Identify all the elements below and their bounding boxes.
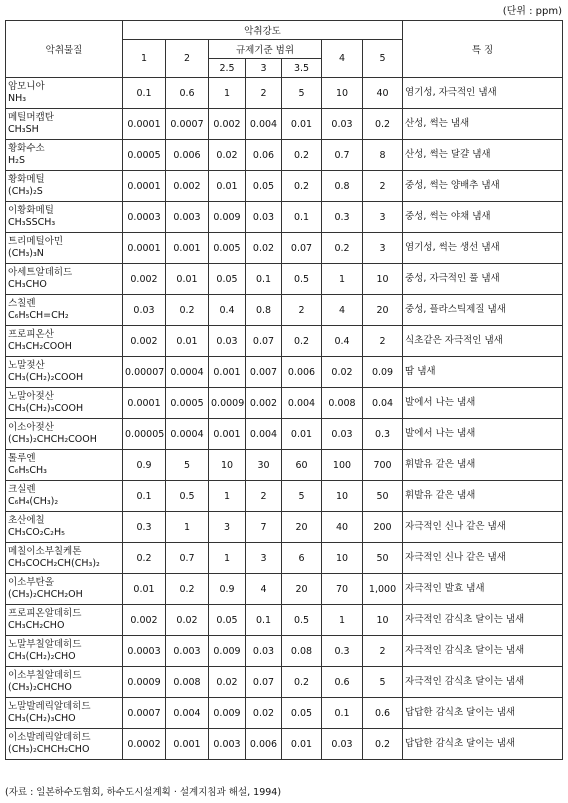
intensity-value: 0.03 bbox=[123, 295, 166, 326]
substance-formula: CH₃CH₂COOH bbox=[8, 341, 72, 352]
substance-formula: (CH₃)₃N bbox=[8, 248, 44, 259]
substance-cell bbox=[6, 729, 123, 760]
substance-name: 노말발레릭알데히드 bbox=[8, 701, 91, 712]
intensity-value: 3 bbox=[363, 233, 403, 264]
intensity-value: 0.3 bbox=[322, 202, 363, 233]
intensity-value: 5 bbox=[282, 78, 322, 109]
intensity-value: 0.02 bbox=[209, 140, 246, 171]
substance-formula: (CH₃)₂CHCHO bbox=[8, 682, 72, 693]
intensity-value: 1 bbox=[322, 605, 363, 636]
intensity-value: 0.07 bbox=[282, 233, 322, 264]
source-note: (자료 : 일본하수도협회, 하수도시설계획 · 설계지침과 해설, 1994) bbox=[5, 787, 282, 798]
substance-name: 프로피온산 bbox=[8, 329, 54, 340]
feature-cell: 염기성, 자극적인 냄새 bbox=[403, 78, 563, 109]
intensity-value: 7 bbox=[246, 512, 282, 543]
substance-name: 스칠렌 bbox=[8, 298, 36, 309]
intensity-value: 0.08 bbox=[282, 636, 322, 667]
intensity-value: 0.03 bbox=[246, 636, 282, 667]
substance-formula: CH₃(CH₂)₂COOH bbox=[8, 372, 84, 383]
intensity-value: 10 bbox=[322, 543, 363, 574]
intensity-value: 0.9 bbox=[209, 574, 246, 605]
intensity-value: 2 bbox=[246, 78, 282, 109]
table-row bbox=[6, 109, 563, 140]
intensity-value: 0.03 bbox=[246, 202, 282, 233]
odor-intensity-table bbox=[5, 20, 563, 760]
substance-cell bbox=[6, 698, 123, 729]
intensity-value: 0.004 bbox=[282, 388, 322, 419]
intensity-value: 1 bbox=[209, 481, 246, 512]
intensity-value: 0.8 bbox=[322, 171, 363, 202]
substance-formula: (CH₃)₂S bbox=[8, 186, 43, 197]
substance-formula: C₆H₅CH=CH₂ bbox=[8, 310, 69, 321]
table-row bbox=[6, 78, 563, 109]
substance-cell bbox=[6, 202, 123, 233]
intensity-value: 0.2 bbox=[166, 574, 209, 605]
intensity-value: 0.03 bbox=[322, 109, 363, 140]
feature-cell: 산성, 썩는 냄새 bbox=[403, 109, 563, 140]
intensity-value: 0.01 bbox=[166, 326, 209, 357]
intensity-value: 0.9 bbox=[123, 450, 166, 481]
substance-name: 황화메틸 bbox=[8, 174, 45, 185]
substance-name: 톨루엔 bbox=[8, 453, 36, 464]
intensity-value: 0.001 bbox=[166, 233, 209, 264]
feature-cell: 중성, 플라스틱제질 냄새 bbox=[403, 295, 563, 326]
intensity-value: 6 bbox=[282, 543, 322, 574]
intensity-value: 10 bbox=[363, 264, 403, 295]
intensity-value: 4 bbox=[322, 295, 363, 326]
substance-name: 이소부칠알데히드 bbox=[8, 670, 82, 681]
substance-cell bbox=[6, 481, 123, 512]
intensity-value: 0.003 bbox=[166, 202, 209, 233]
header-feature: 특 징 bbox=[403, 21, 563, 78]
intensity-value: 0.009 bbox=[209, 698, 246, 729]
intensity-value: 0.01 bbox=[123, 574, 166, 605]
feature-cell: 중성, 자극적인 풀 냄새 bbox=[403, 264, 563, 295]
intensity-value: 0.2 bbox=[363, 109, 403, 140]
table-row bbox=[6, 264, 563, 295]
intensity-value: 0.02 bbox=[166, 605, 209, 636]
intensity-value: 0.0009 bbox=[209, 388, 246, 419]
substance-name: 이소발레릭알데히드 bbox=[8, 732, 91, 743]
intensity-value: 0.6 bbox=[322, 667, 363, 698]
substance-name: 아세트알데히드 bbox=[8, 267, 73, 278]
intensity-value: 1 bbox=[322, 264, 363, 295]
substance-cell bbox=[6, 574, 123, 605]
substance-cell bbox=[6, 171, 123, 202]
intensity-value: 0.07 bbox=[246, 326, 282, 357]
intensity-value: 10 bbox=[363, 605, 403, 636]
intensity-value: 0.003 bbox=[166, 636, 209, 667]
substance-cell bbox=[6, 109, 123, 140]
intensity-value: 0.005 bbox=[209, 233, 246, 264]
intensity-value: 0.2 bbox=[282, 667, 322, 698]
substance-cell bbox=[6, 450, 123, 481]
intensity-value: 1 bbox=[166, 512, 209, 543]
intensity-value: 1,000 bbox=[363, 574, 403, 605]
substance-cell bbox=[6, 326, 123, 357]
intensity-value: 0.009 bbox=[209, 636, 246, 667]
intensity-value: 0.004 bbox=[246, 109, 282, 140]
intensity-value: 5 bbox=[363, 667, 403, 698]
table-row bbox=[6, 388, 563, 419]
table-row bbox=[6, 295, 563, 326]
table-row bbox=[6, 419, 563, 450]
intensity-value: 0.09 bbox=[363, 357, 403, 388]
header-level-5: 5 bbox=[363, 40, 403, 78]
intensity-value: 40 bbox=[363, 78, 403, 109]
intensity-value: 0.05 bbox=[209, 264, 246, 295]
intensity-value: 0.006 bbox=[166, 140, 209, 171]
substance-name: 프로피온알데히드 bbox=[8, 608, 82, 619]
intensity-value: 0.5 bbox=[282, 605, 322, 636]
intensity-value: 50 bbox=[363, 543, 403, 574]
intensity-value: 10 bbox=[322, 78, 363, 109]
header-level-1: 1 bbox=[123, 40, 166, 78]
substance-formula: CH₃SSCH₃ bbox=[8, 217, 56, 228]
intensity-value: 20 bbox=[282, 512, 322, 543]
substance-cell bbox=[6, 264, 123, 295]
table-row bbox=[6, 667, 563, 698]
intensity-value: 20 bbox=[363, 295, 403, 326]
intensity-value: 0.2 bbox=[363, 729, 403, 760]
substance-cell bbox=[6, 543, 123, 574]
header-level-2: 2 bbox=[166, 40, 209, 78]
substance-formula: (CH₃)₂CHCH₂COOH bbox=[8, 434, 97, 445]
table-row bbox=[6, 543, 563, 574]
intensity-value: 0.07 bbox=[246, 667, 282, 698]
intensity-value: 0.006 bbox=[246, 729, 282, 760]
intensity-value: 40 bbox=[322, 512, 363, 543]
intensity-value: 0.0005 bbox=[123, 140, 166, 171]
intensity-value: 0.2 bbox=[282, 171, 322, 202]
intensity-value: 0.002 bbox=[123, 264, 166, 295]
substance-cell bbox=[6, 636, 123, 667]
intensity-value: 8 bbox=[363, 140, 403, 171]
substance-name: 크실렌 bbox=[8, 484, 36, 495]
substance-name: 황화수소 bbox=[8, 143, 45, 154]
intensity-value: 2 bbox=[246, 481, 282, 512]
intensity-value: 0.0002 bbox=[123, 729, 166, 760]
intensity-value: 0.3 bbox=[363, 419, 403, 450]
intensity-value: 0.05 bbox=[282, 698, 322, 729]
intensity-value: 1 bbox=[209, 78, 246, 109]
intensity-value: 0.02 bbox=[246, 233, 282, 264]
intensity-value: 0.002 bbox=[166, 171, 209, 202]
header-intensity: 악취강도 bbox=[123, 21, 403, 40]
substance-formula: H₂S bbox=[8, 155, 25, 166]
intensity-value: 0.02 bbox=[246, 698, 282, 729]
intensity-value: 0.001 bbox=[209, 357, 246, 388]
intensity-value: 0.7 bbox=[166, 543, 209, 574]
intensity-value: 0.002 bbox=[123, 326, 166, 357]
feature-cell: 휘발유 같은 냄새 bbox=[403, 450, 563, 481]
feature-cell: 자극적인 신나 같은 냄새 bbox=[403, 512, 563, 543]
header-level-3: 3 bbox=[246, 59, 282, 78]
substance-name: 노말아젖산 bbox=[8, 391, 54, 402]
intensity-value: 0.008 bbox=[322, 388, 363, 419]
intensity-value: 0.5 bbox=[282, 264, 322, 295]
substance-formula: CH₃CH₂CHO bbox=[8, 620, 65, 631]
intensity-value: 0.2 bbox=[166, 295, 209, 326]
intensity-value: 0.03 bbox=[322, 419, 363, 450]
table-row bbox=[6, 605, 563, 636]
intensity-value: 200 bbox=[363, 512, 403, 543]
substance-cell bbox=[6, 78, 123, 109]
feature-cell: 발에서 나는 냄새 bbox=[403, 419, 563, 450]
intensity-value: 0.01 bbox=[282, 729, 322, 760]
intensity-value: 30 bbox=[246, 450, 282, 481]
intensity-value: 0.03 bbox=[209, 326, 246, 357]
substance-cell bbox=[6, 295, 123, 326]
substance-formula: C₆H₅CH₃ bbox=[8, 465, 47, 476]
intensity-value: 0.05 bbox=[209, 605, 246, 636]
substance-formula: (CH₃)₂CHCH₂CHO bbox=[8, 744, 90, 755]
feature-cell: 염기성, 썩는 생선 냄새 bbox=[403, 233, 563, 264]
intensity-value: 0.004 bbox=[166, 698, 209, 729]
substance-name: 메칠이소부칠케톤 bbox=[8, 546, 82, 557]
intensity-value: 0.0004 bbox=[166, 419, 209, 450]
intensity-value: 0.00005 bbox=[123, 419, 166, 450]
intensity-value: 60 bbox=[282, 450, 322, 481]
intensity-value: 100 bbox=[322, 450, 363, 481]
substance-name: 트리메틸아민 bbox=[8, 236, 64, 247]
substance-cell bbox=[6, 388, 123, 419]
intensity-value: 50 bbox=[363, 481, 403, 512]
substance-cell bbox=[6, 419, 123, 450]
intensity-value: 0.5 bbox=[166, 481, 209, 512]
intensity-value: 0.007 bbox=[246, 357, 282, 388]
substance-formula: CH₃SH bbox=[8, 124, 39, 135]
substance-cell bbox=[6, 605, 123, 636]
intensity-value: 0.002 bbox=[209, 109, 246, 140]
intensity-value: 0.06 bbox=[246, 140, 282, 171]
table-row bbox=[6, 574, 563, 605]
intensity-value: 2 bbox=[363, 326, 403, 357]
intensity-value: 0.1 bbox=[282, 202, 322, 233]
intensity-value: 0.004 bbox=[246, 419, 282, 450]
header-substance: 악취물질 bbox=[6, 21, 123, 78]
intensity-value: 3 bbox=[246, 543, 282, 574]
intensity-value: 0.0009 bbox=[123, 667, 166, 698]
intensity-value: 0.0001 bbox=[123, 388, 166, 419]
intensity-value: 0.001 bbox=[209, 419, 246, 450]
substance-name: 노말부칠알데히드 bbox=[8, 639, 82, 650]
substance-formula: C₆H₄(CH₃)₂ bbox=[8, 496, 59, 507]
substance-formula: CH₃(CH₂)₃CHO bbox=[8, 713, 76, 724]
intensity-value: 20 bbox=[282, 574, 322, 605]
intensity-value: 0.01 bbox=[282, 419, 322, 450]
feature-cell: 자극적인 감식초 달이는 냄새 bbox=[403, 667, 563, 698]
intensity-value: 0.002 bbox=[246, 388, 282, 419]
table-row bbox=[6, 202, 563, 233]
intensity-value: 3 bbox=[363, 202, 403, 233]
intensity-value: 0.02 bbox=[209, 667, 246, 698]
intensity-value: 0.04 bbox=[363, 388, 403, 419]
table-row bbox=[6, 326, 563, 357]
feature-cell: 발에서 나는 냄새 bbox=[403, 388, 563, 419]
feature-cell: 중성, 썩는 양배추 냄새 bbox=[403, 171, 563, 202]
intensity-value: 70 bbox=[322, 574, 363, 605]
substance-name: 암모니아 bbox=[8, 81, 45, 92]
intensity-value: 0.2 bbox=[322, 233, 363, 264]
feature-cell: 산성, 썩는 달걀 냄새 bbox=[403, 140, 563, 171]
header-level-4: 4 bbox=[322, 40, 363, 78]
substance-formula: CH₃(CH₂)₂CHO bbox=[8, 651, 76, 662]
unit-note: (단위 : ppm) bbox=[502, 6, 562, 17]
intensity-value: 2 bbox=[363, 636, 403, 667]
intensity-value: 0.0007 bbox=[123, 698, 166, 729]
intensity-value: 10 bbox=[322, 481, 363, 512]
substance-name: 이소부탄올 bbox=[8, 577, 54, 588]
intensity-value: 0.01 bbox=[166, 264, 209, 295]
table-row bbox=[6, 357, 563, 388]
substance-name: 이황화메틸 bbox=[8, 205, 54, 216]
intensity-value: 0.01 bbox=[282, 109, 322, 140]
table-row bbox=[6, 481, 563, 512]
intensity-value: 0.003 bbox=[209, 729, 246, 760]
intensity-value: 0.03 bbox=[322, 729, 363, 760]
substance-formula: NH₃ bbox=[8, 93, 27, 104]
feature-cell: 자극적인 발효 냄새 bbox=[403, 574, 563, 605]
intensity-value: 0.6 bbox=[166, 78, 209, 109]
intensity-value: 1 bbox=[209, 543, 246, 574]
intensity-value: 0.1 bbox=[123, 78, 166, 109]
table-row bbox=[6, 140, 563, 171]
feature-cell: 답답한 감식초 달이는 냄새 bbox=[403, 698, 563, 729]
intensity-value: 5 bbox=[282, 481, 322, 512]
feature-cell: 중성, 썩는 야채 냄새 bbox=[403, 202, 563, 233]
substance-name: 메틸머캡탄 bbox=[8, 112, 54, 123]
feature-cell: 자극적인 감식초 달이는 냄새 bbox=[403, 636, 563, 667]
table-row bbox=[6, 171, 563, 202]
intensity-value: 2 bbox=[363, 171, 403, 202]
substance-cell bbox=[6, 667, 123, 698]
substance-formula: CH₃COCH₂CH(CH₃)₂ bbox=[8, 558, 100, 569]
intensity-value: 0.0004 bbox=[166, 357, 209, 388]
intensity-value: 3 bbox=[209, 512, 246, 543]
table-row bbox=[6, 450, 563, 481]
substance-formula: CH₃CHO bbox=[8, 279, 47, 290]
intensity-value: 10 bbox=[209, 450, 246, 481]
intensity-value: 0.006 bbox=[282, 357, 322, 388]
intensity-value: 0.001 bbox=[166, 729, 209, 760]
substance-cell bbox=[6, 512, 123, 543]
feature-cell: 답답한 감식초 달이는 냄새 bbox=[403, 729, 563, 760]
intensity-value: 0.1 bbox=[322, 698, 363, 729]
feature-cell: 자극적인 신나 같은 냄새 bbox=[403, 543, 563, 574]
intensity-value: 0.02 bbox=[322, 357, 363, 388]
table-row bbox=[6, 512, 563, 543]
intensity-value: 700 bbox=[363, 450, 403, 481]
header-regulation: 규제기준 범위 bbox=[209, 40, 322, 59]
intensity-value: 0.4 bbox=[322, 326, 363, 357]
feature-cell: 휘발유 같은 냄새 bbox=[403, 481, 563, 512]
intensity-value: 0.8 bbox=[246, 295, 282, 326]
substance-name: 초산에칠 bbox=[8, 515, 45, 526]
substance-formula: CH₃CO₂C₂H₅ bbox=[8, 527, 65, 538]
table-row bbox=[6, 698, 563, 729]
intensity-value: 0.0001 bbox=[123, 171, 166, 202]
intensity-value: 4 bbox=[246, 574, 282, 605]
feature-cell: 땀 냄새 bbox=[403, 357, 563, 388]
intensity-value: 0.3 bbox=[123, 512, 166, 543]
intensity-value: 5 bbox=[166, 450, 209, 481]
intensity-value: 0.2 bbox=[123, 543, 166, 574]
intensity-value: 0.00007 bbox=[123, 357, 166, 388]
intensity-value: 0.0003 bbox=[123, 636, 166, 667]
intensity-value: 0.0007 bbox=[166, 109, 209, 140]
intensity-value: 0.0005 bbox=[166, 388, 209, 419]
substance-cell bbox=[6, 357, 123, 388]
intensity-value: 0.009 bbox=[209, 202, 246, 233]
feature-cell: 식초같은 자극적인 냄새 bbox=[403, 326, 563, 357]
intensity-value: 0.3 bbox=[322, 636, 363, 667]
intensity-value: 0.7 bbox=[322, 140, 363, 171]
header-level-3-5: 3.5 bbox=[282, 59, 322, 78]
intensity-value: 0.4 bbox=[209, 295, 246, 326]
substance-cell bbox=[6, 233, 123, 264]
intensity-value: 0.05 bbox=[246, 171, 282, 202]
intensity-value: 2 bbox=[282, 295, 322, 326]
table-row bbox=[6, 233, 563, 264]
intensity-value: 0.002 bbox=[123, 605, 166, 636]
intensity-value: 0.008 bbox=[166, 667, 209, 698]
header-level-2-5: 2.5 bbox=[209, 59, 246, 78]
table-row bbox=[6, 636, 563, 667]
intensity-value: 0.1 bbox=[246, 605, 282, 636]
intensity-value: 0.01 bbox=[209, 171, 246, 202]
substance-formula: (CH₃)₂CHCH₂OH bbox=[8, 589, 83, 600]
substance-formula: CH₃(CH₂)₃COOH bbox=[8, 403, 84, 414]
intensity-value: 0.1 bbox=[123, 481, 166, 512]
intensity-value: 0.6 bbox=[363, 698, 403, 729]
substance-cell bbox=[6, 140, 123, 171]
intensity-value: 0.1 bbox=[246, 264, 282, 295]
intensity-value: 0.0001 bbox=[123, 109, 166, 140]
substance-name: 이소아젖산 bbox=[8, 422, 54, 433]
intensity-value: 0.2 bbox=[282, 326, 322, 357]
intensity-value: 0.0003 bbox=[123, 202, 166, 233]
feature-cell: 자극적인 감식초 달이는 냄새 bbox=[403, 605, 563, 636]
intensity-value: 0.0001 bbox=[123, 233, 166, 264]
substance-name: 노말젖산 bbox=[8, 360, 45, 371]
intensity-value: 0.2 bbox=[282, 140, 322, 171]
table-row bbox=[6, 729, 563, 760]
